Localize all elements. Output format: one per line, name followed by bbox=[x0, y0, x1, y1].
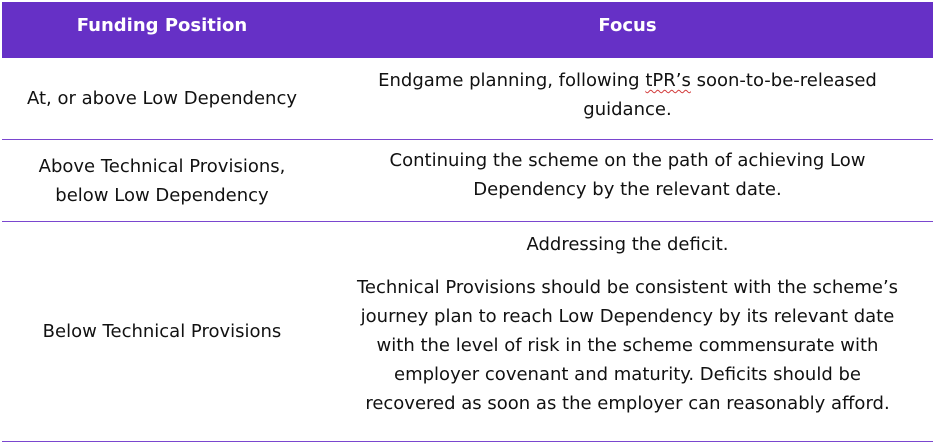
spellcheck-flagged-word[interactable]: tPR’s bbox=[645, 70, 691, 91]
funding-position-cell bbox=[2, 58, 322, 139]
focus-cell bbox=[322, 140, 933, 221]
header-focus: Focus bbox=[598, 14, 657, 36]
focus-line: journey plan to reach Low Dependency by its relevant date bbox=[360, 306, 895, 327]
focus-line: with the level of risk in the scheme commensurate with bbox=[376, 335, 879, 356]
focus-cell bbox=[322, 222, 933, 441]
funding-position-line: below Low Dependency bbox=[55, 184, 269, 206]
funding-position-cell bbox=[2, 222, 322, 441]
focus-line bbox=[378, 66, 877, 95]
focus-text: soon-to-be-released bbox=[690, 70, 877, 91]
focus-line: recovered as soon as the employer can reasonably afford. bbox=[365, 393, 890, 414]
table-row bbox=[2, 140, 933, 222]
funding-position-line: Above Technical Provisions, bbox=[38, 155, 286, 177]
table-row bbox=[2, 222, 933, 442]
funding-position-text: At, or above Low Dependency bbox=[26, 88, 298, 109]
focus-line: guidance. bbox=[583, 99, 672, 120]
focus-line: Dependency by the relevant date. bbox=[473, 179, 782, 200]
table-header bbox=[2, 2, 933, 58]
focus-cell bbox=[322, 58, 933, 139]
focus-line: employer covenant and maturity. Deficits should be bbox=[394, 364, 861, 385]
focus-line: Continuing the scheme on the path of achieving Low bbox=[389, 150, 866, 171]
header-funding-position: Funding Position bbox=[76, 14, 248, 36]
funding-position-text: Below Technical Provisions bbox=[42, 321, 282, 342]
focus-text: Endgame planning, following bbox=[378, 70, 646, 91]
focus-line: Technical Provisions should be consistent with the scheme’s bbox=[356, 277, 899, 298]
table-row bbox=[2, 58, 933, 140]
funding-focus-table bbox=[2, 2, 933, 442]
funding-position-cell bbox=[2, 140, 322, 221]
focus-paragraph: Addressing the deficit. bbox=[526, 234, 729, 255]
